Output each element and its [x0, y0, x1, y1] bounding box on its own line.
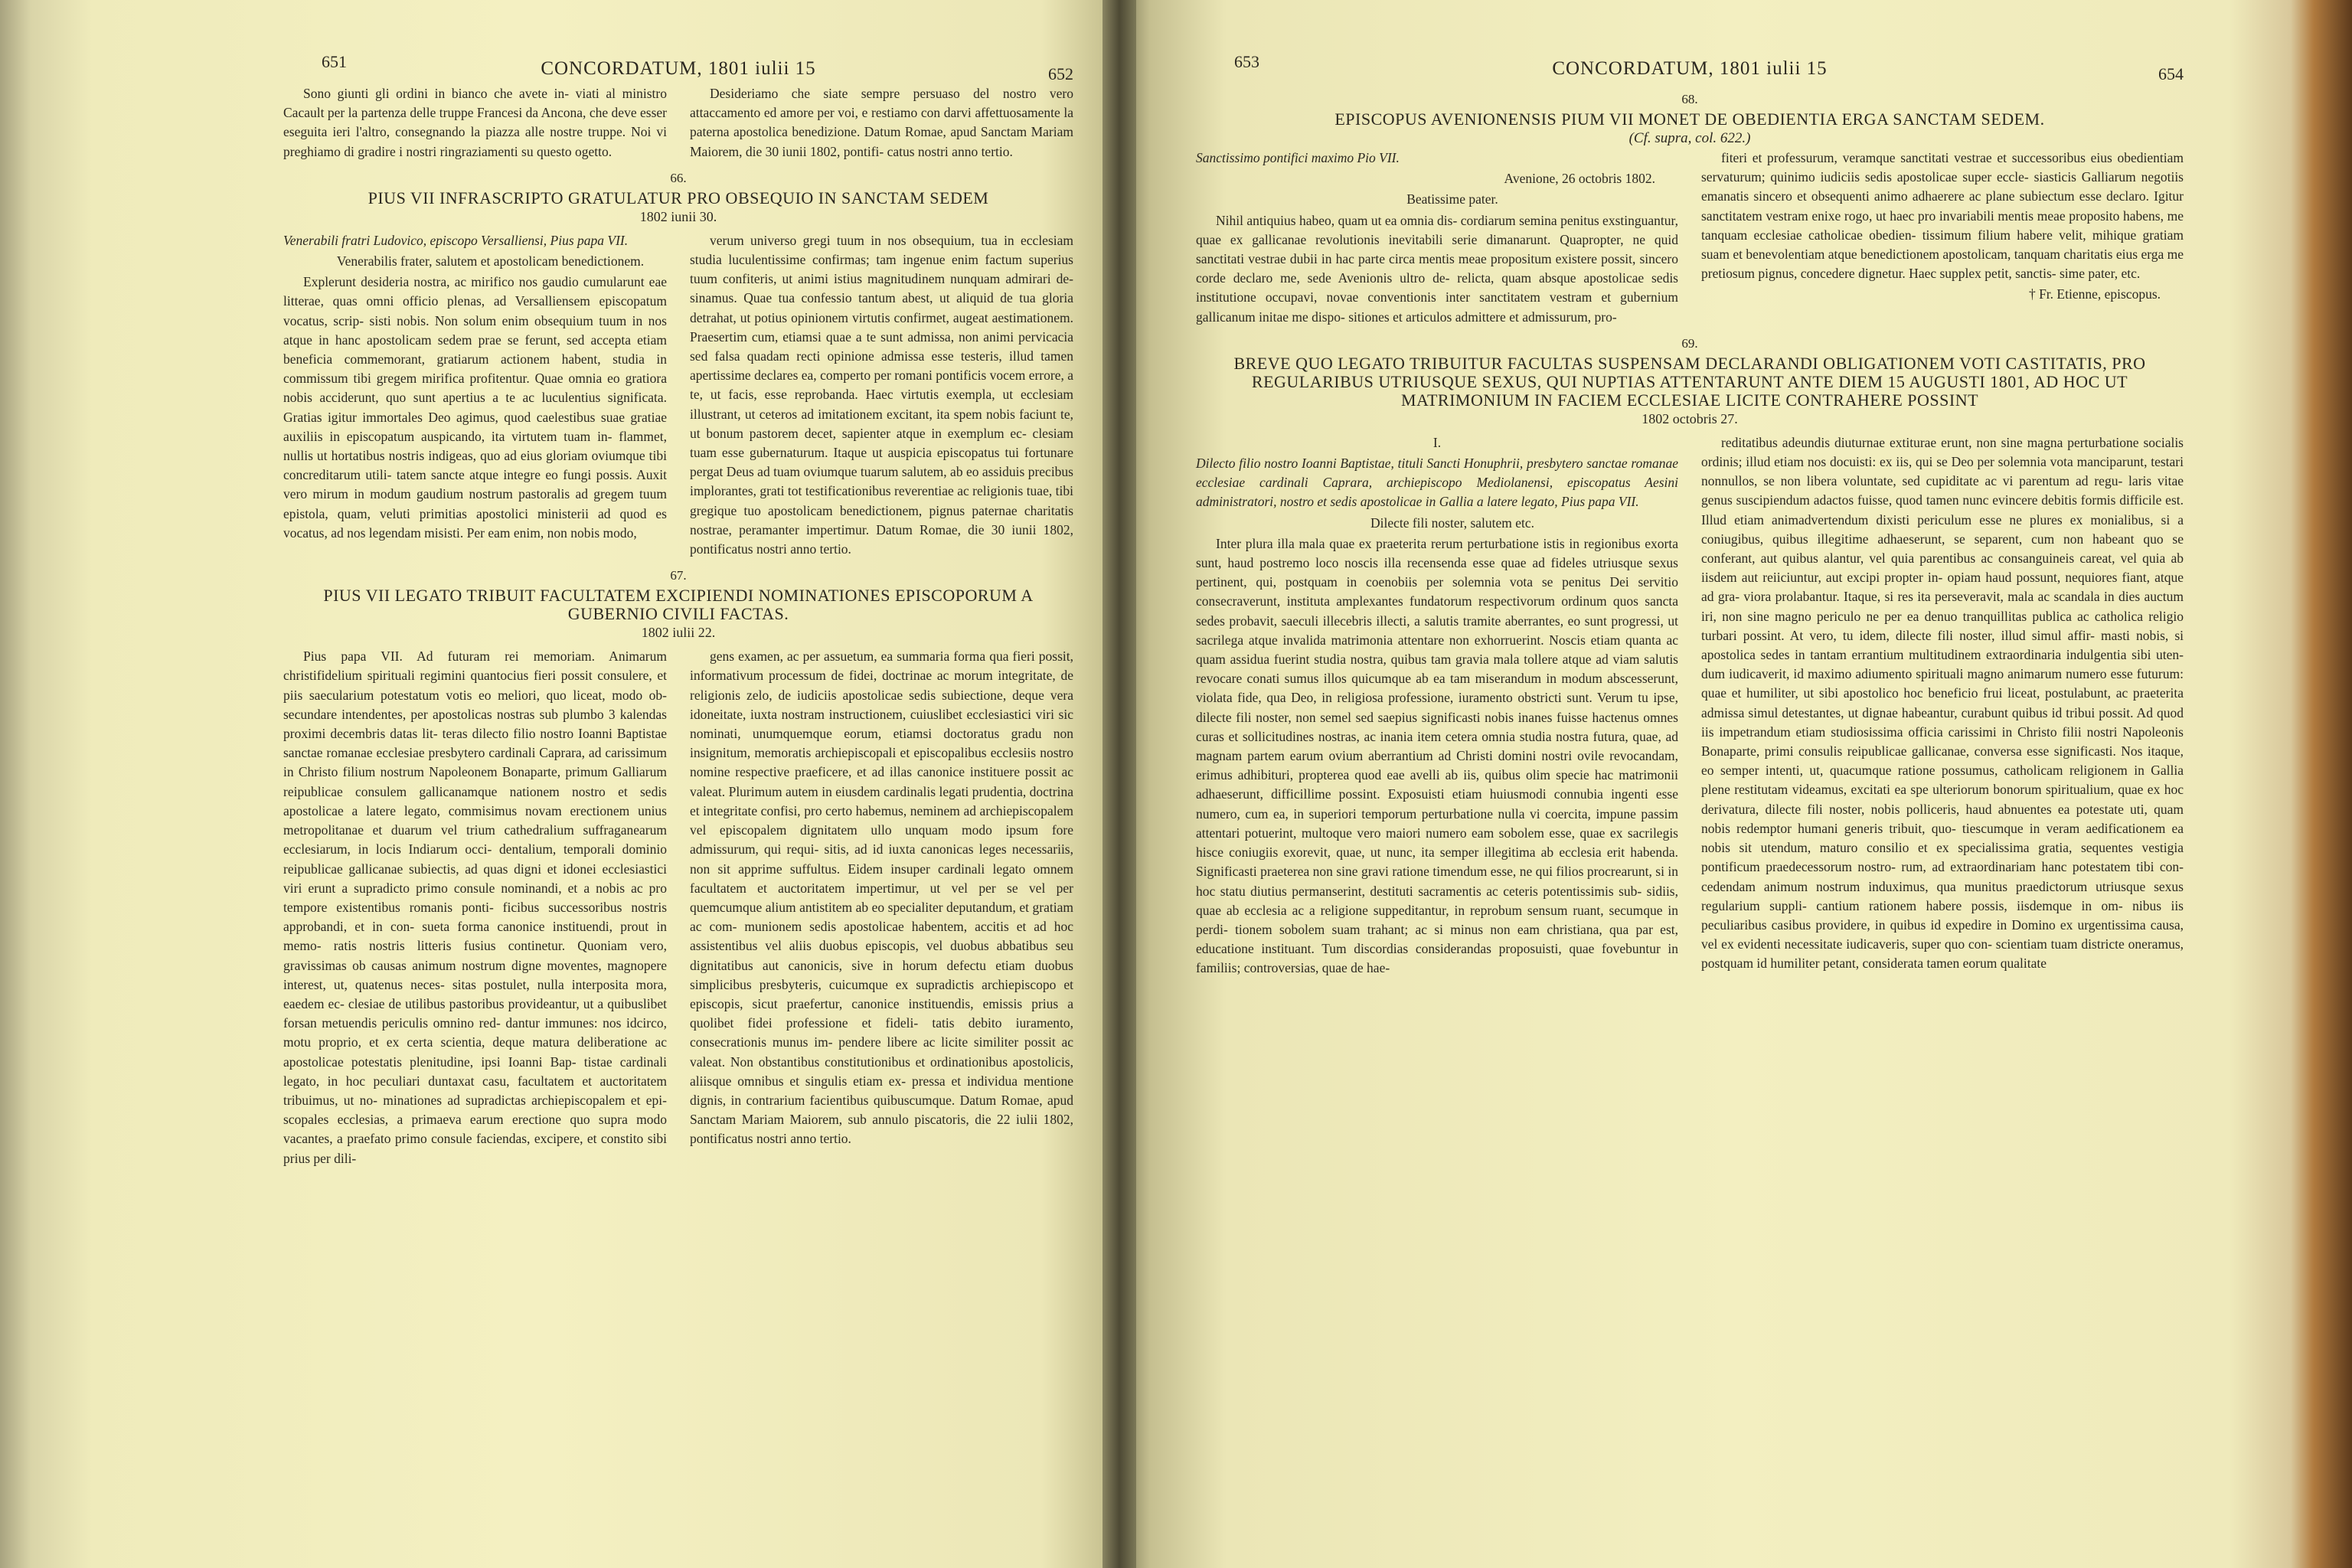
column-left — [283, 84, 667, 163]
addressee: Dilecto filio nostro Ioanni Baptistae, tituli Sancti Honuphrii, presbytero sanctae romanae ecclesiae cardinali Caprara, archiepiscopo Mediolanensi, episcopatus Aesini administratori, nostro et sedis apostolicae in Gallia a latere legato, Pius papa VII. — [1196, 456, 1678, 510]
column-right — [690, 231, 1073, 560]
place-date: Avenione, 26 octobris 1802. — [1504, 171, 1655, 187]
page-number: 654 — [2158, 64, 2184, 83]
column-right — [1701, 149, 2184, 328]
document-title: PIUS VII LEGATO TRIBUIT FACULTATEM EXCIPIENDI NOMINATIONES EPISCOPORUM A GUBERNIO CIVILI FACTAS. — [323, 586, 1034, 624]
left-page-header — [283, 31, 1073, 84]
salutation: Venerabilis frater, salutem et apostolicam benedictionem. — [336, 253, 645, 270]
document-number: 67. — [670, 568, 687, 583]
document-number: 69. — [1681, 335, 1698, 351]
salutation: Dilecte fili noster, salutem etc. — [1370, 514, 1535, 531]
right-page-header — [1196, 31, 2184, 84]
document-title: PIUS VII INFRASCRIPTO GRATULATUR PRO OBSEQUIO IN SANCTAM SEDEM — [368, 188, 989, 207]
left-page — [0, 0, 1119, 1568]
column-left — [1196, 149, 1678, 328]
column-left — [283, 647, 667, 1169]
doc69-columns — [1196, 433, 2184, 980]
right-page — [1119, 0, 2352, 1568]
paragraph: gens examen, ac per assuetum, ea summaria forma qua fieri possit, informativum processum de fidei, doctrinae ac morum integritate, de religionis zelo, de iudiciis apostolicae sedis subiectione, deque vera idoneitate, iuxta nostram instructionem, cuiuslibet ecclesiastici viri sic nominati, unumquemque eorum, etiamsi doctoratus gradu non insignitum, memoratis archiepiscopali et episcopalibus ecclesiis nostro nomine respective praeficere, et ad illas canonice instituere possit ac valeat. Plurimum autem in eiusdem cardinalis legati prudentia, doctrina et integritate confisi, pro certo habemus, neminem ad archiepiscopalem vel episcopalem dignitatem ullo unquam modo ipsum fore admissurum, qui requi- sitis, ad id iuxta canonicas leges necessariis, non sit apprime suffultus. Eidem insuper cardinali legato omnem facultatem et auctoritatem impertimur, ut vel per se vel per quemcumque alium antistitem ab eo specialiter deputandum, et gratiam ac com- munionem sedis apostolicae habentem, accitis et ad hoc assistentibus vel aliis duobus episcopis, vel duobus abbatibus seu dignitatibus aut canonicis, sive in horum defectu etiam duobus simplicibus presbyteris, cuicumque ex supradictis archiepiscopo et episcopis, sicut praefertur, canonice instituendis, emissis prius a quolibet fidei professione et fideli- tatis debito iuramento, consecrationis munus im- pendere libere ac licite similiter possit ac valeat. Non obstantibus constitutionibus et ordinationibus apostolicis, aliisque omnibus et singulis etiam ex- pressa et individua mentione dignis, in contrarium facientibus quibuscumque. Datum Romae, apud Sanctam Mariam Maiorem, sub annulo piscatoris, die 22 iulii 1802, pontificatus nostri anno tertio. — [690, 648, 1073, 1147]
column-right — [690, 84, 1073, 163]
paragraph: reditatibus adeundis diuturnae extiturae erunt, non sine magna perturbatione socialis ordinis; illud etiam nos docuisti: ex iis, qui se Deo per solemnia vota manciparunt, testari nonnullos, se non libera voluntate, sed cupiditate ac vi parentum ad regu- laris vitae genus suscipiendum adactos fuisse, quod tamen nunc evincere debitis formis difficile est. Illud etiam animadvertendum dixisti periculum esse ne plures ex monialibus, si a coniugibus, quibus illegitime adhaeserunt, se separent, cum non habeant quo se conferant, aut quibus alantur, vel quia parentibus ac consanguineis careat, vel quia ab iisdem aut reiiciuntur, aut excipi propter in- opiam haud possunt, nequiores fiant, atque ad gra- viora prolabantur. Itaque, si res ita perseveravit, mala ac scandala in dies auctum iri, non sine magno periculo ne per ea denuo tranquillitas publica ac catholica religio turbari possint. At vero, tu idem, dilecte fili noster, illud simul affir- masti nobis, si apostolica sedes in tantam errantium multitudinem extraordinaria indulgentia sibi uten- dum iudicaverit, id maximo adiumento spirituali magno animarum numero esse futurum: quae et humiliter, ut sibi apostolico hoc beneficio frui liceat, postulabunt, ac praeterita admissa simul detestantes, ut dignae habeantur, curabunt quibus id tribui possit. Ad quod iis impetrandum etiam studiosissima officia carissimi in Christo filii nostri Napoleonis Bonaparte, primi consulis reipublicae gallicanae, conversa esse significasti. Nos itaque, eo semper intenti, ut, quacumque ratione possumus, catholicam religionem in Gallia plene restitutam videamus, excitati ea spe ulteriorum bonorum spiritualium, quae ex hoc derivatura, dilecte fili noster, nobis polliceris, haud abnuentes ea potestate uti, quam nobis redemptor humani generis tribuit, quo- tiescumque in veram aedificationem ea nobis sit utendum, maturo consilio et ex specialissima gratia, sequentes vestigia pontificum praedecessorum nostro- rum, ad extraordinariam hanc potestatem tibi con- cedendam animum nostrum induximus, qua munitus praedictorum utriusque sexus regularium suppli- cantium rationem habere possis, iisdemque in om- nibus iis peculiaribus casibus providere, in quibus id expedire in Domino ex urgentissima causa, vel ex evidenti necessitate iudicaveris, super quo con- scientiam tuam districte oneramus, postquam id humiliter petant, considerata tamen eorum qualitate — [1701, 434, 2184, 972]
paragraph: Nihil antiquius habeo, quam ut ea omnia dis- cordiarum semina penitus exstinguantur, quae ex gallicanae revolutionis inevitabili serie dimanarunt. Quapropter, ne quid sanctitati vestrae dubii in hac parte circa mentis meae propositum existere possit, sincero corde declaro me, sede Avenionis ultro de- relicta, quam absque apostolicae sedis institutione occupavi, novae conventionis inter sanctitatem vestram et gubernium gallicanum initae me dispo- sitiones et articulos admittere et admissurum, pro- — [1196, 212, 1678, 325]
paragraph: verum universo gregi tuum in nos obsequium, tua in ecclesiam studia luculentissime confirmas; tam ingenue enim factum superius tuum confiteris, ut animi istius magnitudinem nunquam admirari de- sinamus. Quae tua confessio tantum abest, ut aliquid de tua gloria detrahat, ut potius opinionem virtutis confirmet, augeat aestimationem. Praesertim cum, etiamsi quae a te sunt admissa, non animi pervicacia sed falsa quadam recti opinione admissa esse testeris, illud tamen apertissime declares ea, comperto per romani pontificis vocem errore, a te, ut facis, esse reprobanda. Haec virtutis exempla, ut ecclesiam illustrant, ut ceteros ad imitationem excitant, ita spem nobis faciunt te, ut bonum pastorem decet, sapienter atque in exemplum ec- clesiam tuam esse gubernaturum. Itaque ut auspicia episcopatus tui fortunare pergat Deus ad tuam oviumque tuarum salutem, ab eo assiduis precibus implorantes, grati tot testificationibus reverentiae ac religionis tuae, tibi gregique tuo apostolicam benedictionem, pignus paternae charitatis nostrae, peramanter impertimur. Datum Romae, die 30 iunii 1802, pontificatus nostri anno tertio. — [690, 232, 1073, 557]
paragraph: Desideriamo che siate sempre persuaso del nostro vero attaccamento ed amore per voi, e restiamo con darvi affettuosamente la paterna apostolica benedizione. Datum Romae, apud Sanctam Mariam Maiorem, die 30 iunii 1802, pontifi- catus nostri anno tertio. — [690, 86, 1073, 159]
paragraph: Explerunt desideria nostra, ac mirifico nos gaudio cumularunt eae litterae, quas omni officio plenas, ad Versalliensem episcopatum vocatus, scrip- sisti nobis. Non solum enim obsequium tuum in nos atque in hanc apostolicam sedem prae se ferunt, sed accepta etiam beneficia commemorant, gratiarum actionem habent, studia in commissum tibi gregem mirifica profitentur. Quae omnia eo gratiora nobis acciderunt, quo sunt apertius a te ac luculentius significata. Gratias igitur immortales Deo agimus, quod caelestibus suae gratiae auxiliis in episcopatum auspicando, ita virtutem tuam in- flammet, nullis ut hortatibus nostris indigeas, quo ad eius gloriam oviumque tibi concreditarum utili- tatem sancte atque integre eo fungi possis. Auxit vero mirum in modum gaudium nostrum pastoralis ad gregem tuum epistola, quam, veluti primitias apostolici ministerii ad quod es vocatus, ad nos legendam misisti. Per eam enim, non nobis modo, — [283, 274, 667, 541]
addressee: Sanctissimo pontifici maximo Pio VII. — [1196, 150, 1400, 165]
document-number: 68. — [1681, 92, 1698, 106]
intro-columns — [283, 84, 1073, 163]
document-title: BREVE QUO LEGATO TRIBUITUR FACULTAS SUSPENSAM DECLARANDI OBLIGATIONEM VOTI CASTITATIS, PRO REGULARIBUS UTRIUSQUE SEXUS, QUI NUPTIAS ATTENTARUNT ANTE DIEM 15 AUGUSTI 1801, AD HOC UT MATRIMONIUM IN FACIEM ECCLESIAE LICITE CONTRAHERE POSSINT — [1233, 353, 2146, 410]
section-number: I. — [1432, 434, 1442, 450]
paragraph: Inter plura illa mala quae ex praeterita rerum perturbatione istis in regionibus exorta sunt, haud postremo loco noscis illa recensenda esse quae ad fideles utriusque sexus pertinent, qui, postquam in coenobiis per solemnia vota se penitus Dei servitio consecraverunt, instituta amplexantes fundatorum respectivorum ordinum quos sancta sedes probavit, saeculi illecebris illecti, a salutis tramite aberrantes, eo sunt progressi, ut sacrilega atque invalida matrimonia attentare non exhorruerint. Noscis etiam quanta ac quam assidua fuerint studia nostra, quibus tam gravia mala tollere atque ad viam salutis revocare conati sumus illos quicumque ab ea tam miserandum in modum abscesserunt, violata fide, qua Deo, in religiosa professione, iuramento obstricti sunt. Verum tu ipse, dilecte fili noster, non semel sed saepius significasti nobis inanes fuisse hactenus omnes curas et sollicitudines nostras, ac inania item cetera omnia studia nostra futura, quae, ad magnam partem earum ovium aberrantium ad Christi domini nostri ovile revocandam, erimus adhibituri, propterea quod eae avelli ab iis, quibus olim specie hac matrimonii adhaeserunt, difficillime possint. Exposuisti etiam huiusmodi connubia ingenti esse numero, cum ea, in superiori temporum perturbatione nulla vi coercita, impune passim attentari potuerint, multoque vero maiori numero eam sobolem esse, quae ex sacrilegis hisce coniugiis exorevit, quae, ut nunc, ita semper illegitima ab ecclesia erit habenda. Significasti praeterea non sine gravi ratione timendum esse, ne qui filios procrearunt, si in hoc statu diutius permanserint, destituti sacramentis ac ceteris potentissimis sub- sidiis, quae ab ecclesia ac a religione suppeditantur, in reprobum sensum ruant, secumque in perdi- tionem sobolem suam trahant; ac si minus non eam christiana, qua par est, educatione instituant. Tum discordias considerandas proposuisti, quae fovebuntur in familiis; controversias, quae de hae- — [1196, 535, 1678, 976]
doc68-columns — [1196, 149, 2184, 328]
paragraph: Pius papa VII. Ad futuram rei memoriam. Animarum christifidelium spirituali regimini quantocius fieri possit consulere, et piis saecularium potestatum votis eo meliori, quo liceat, modo ob- secundare intendentes, per apostolicas nostras sub plumbo 3 kalendas proximi decembris datas lit- teras dilecto filio nostro Ioanni Baptistae sanctae romanae ecclesiae presbytero cardinali Caprara, ad carissimum in Christo filium nostrum Napoleonem Bonaparte, primum Galliarum reipublicae consulem gallicanamque nationem nostro et sedis apostolicae a latere legato, commisimus novam erectionem unius metropolitanae et duarum vel trium cathedralium suffraganearum ecclesiarum, in locis Indiarum occi- dentalium, temporali dominio reipublicae gallicanae subiectis, ad quas digni et idonei ecclesiastici viri erunt a supradicto primo consule nominandi, et a nobis ac pro tempore existentibus romanis ponti- ficibus successoribus nostris approbandi, et in con- sueta forma canonice instituendi, prout in memo- ratis nostris litteris fusius continetur. Quoniam vero, gravissimas ob causas animum nostrum digne moventes, magnopere interest, ut, quatenus neces- sitas postulet, nulla interposita mora, eaedem ec- clesiae de utilibus pastoribus provideantur, ut a quibuslibet forsan metuendis periculis omnino red- dantur immunes: nos idcirco, motu proprio, et ex certa scientia, deque matura deliberatione ac apostolicae potestatis plenitudine, ipsi Ioanni Bap- tistae cardinali legato, in hoc peculiari duntaxat casu, facultatem et auctoritatem tribuimus, ut no- minationes ad supradictas archiepiscopalem et epi- scopales ecclesias, a primaeva earum erectione quo supra modo vacantes, a praefato primo consule faciendas, excipere, et constito sibi prius per dili- — [283, 648, 667, 1166]
column-left — [1196, 433, 1678, 980]
document-date: 1802 iunii 30. — [639, 208, 717, 224]
book-spine — [1102, 0, 1136, 1568]
doc66-columns — [283, 231, 1073, 560]
paragraph: Sono giunti gli ordini in bianco che avete in- viati al ministro Cacault per la partenza delle truppe Francesi da Ancona, che deve esser eseguita ieri l'altro, consegnando la piazza alle nostre truppe. Noi vi preghiamo di gradire i nostri ringraziamenti su questo ogetto. — [283, 86, 667, 159]
document-number: 66. — [670, 170, 687, 185]
page-number: 653 — [1234, 52, 1259, 71]
document-title: EPISCOPUS AVENIONENSIS PIUM VII MONET DE OBEDIENTIA ERGA SANCTAM SEDEM. — [1334, 109, 2045, 129]
column-left — [283, 231, 667, 560]
page-number: 651 — [322, 52, 347, 71]
column-right — [690, 647, 1073, 1169]
cross-reference: (Cf. supra, col. 622.) — [1628, 130, 1751, 146]
document-date: 1802 iulii 22. — [641, 625, 716, 641]
column-right — [1701, 433, 2184, 980]
salutation: Beatissime pater. — [1406, 191, 1498, 207]
running-title: CONCORDATUM, 1801 iulii 15 — [1552, 58, 1828, 79]
addressee: Venerabili fratri Ludovico, episcopo Versalliensi, Pius papa VII. — [283, 232, 629, 248]
document-date: 1802 octobris 27. — [1642, 410, 1738, 426]
paragraph: fiteri et professurum, veramque sanctitati vestrae et successoribus eius obedientiam servaturum; quinimo iudiciis sedis apostolicae super eccle- siasticis Galliarum negotiis emanatis sincero et obsequenti animo adhaerere ac plane subiectum esse declaro. Igitur sanctitatem vestram enixe rogo, ut haec pro invariabili mentis meae proposito habens, me tanquam ecclesiae catholicae obedien- tissimum filium habere velit, mihique gratiam suam et benevolentiam atque benedictionem apostolicam, tanquam charitatis eius erga me pretiosum pignus, concedere dignetur. Haec supplex petit, sanctis- sime pater, etc. — [1701, 150, 2184, 282]
page-number: 652 — [1048, 64, 1073, 83]
doc67-columns — [283, 647, 1073, 1169]
running-title: CONCORDATUM, 1801 iulii 15 — [541, 58, 816, 79]
signature: † Fr. Etienne, episcopus. — [2028, 286, 2161, 302]
